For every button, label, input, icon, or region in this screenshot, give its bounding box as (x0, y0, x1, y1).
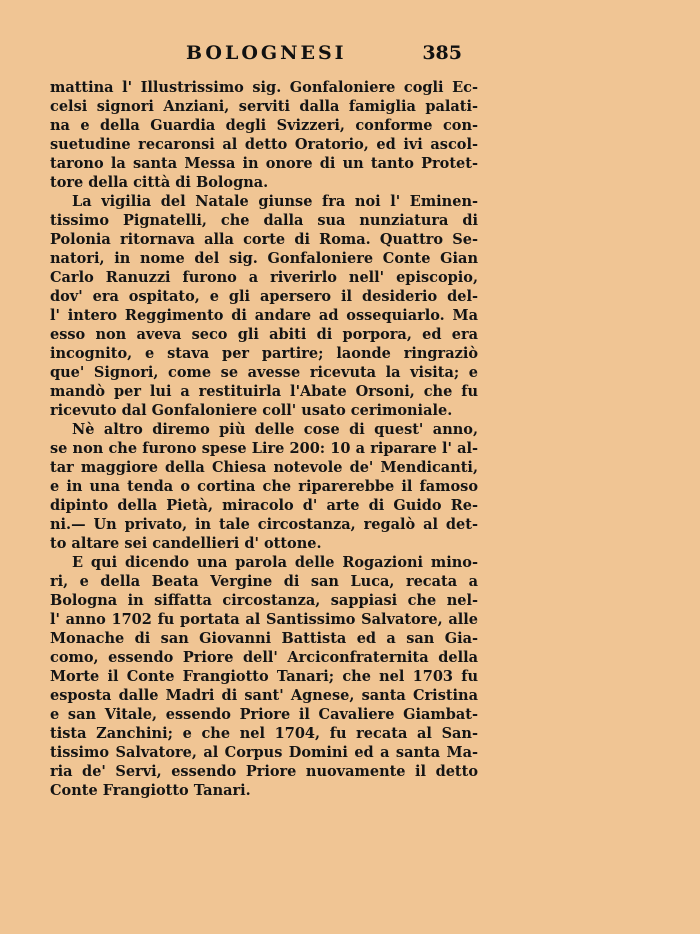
text-line: Monache di san Giovanni Battista ed a san Gia- (50, 630, 478, 647)
text-line: ni.— Un privato, in tale circostanza, regalò al det- (50, 516, 478, 533)
text-line: e san Vitale, essendo Priore il Cavaliere Giambat- (50, 706, 478, 723)
text-line: Bologna in siffatta circostanza, sappiasi che nel- (50, 592, 478, 609)
text-line: incognito, e stava per partire; laonde ringraziò (50, 345, 478, 362)
text-line: Carlo Ranuzzi furono a riverirlo nell' episcopio, (50, 269, 478, 286)
text-line: La vigilia del Natale giunse fra noi l' Eminen- (72, 193, 478, 210)
text-line: l' intero Reggimento di andare ad ossequiarlo. Ma (50, 307, 478, 324)
page-number: 385 (422, 42, 462, 64)
text-line: tissimo Pignatelli, che dalla sua nunziatura di (50, 212, 478, 229)
text-line: E qui dicendo una parola delle Rogazioni mino- (72, 554, 478, 571)
text-line: ria de' Servi, essendo Priore nuovamente il detto (50, 763, 478, 780)
text-line: Conte Frangiotto Tanari. (50, 782, 251, 799)
text-line: e in una tenda o cortina che riparerebbe il famoso (50, 478, 478, 495)
text-line: Polonia ritornava alla corte di Roma. Quattro Se- (50, 231, 478, 248)
text-line: Morte il Conte Frangiotto Tanari; che nel 1703 fu (50, 668, 478, 685)
text-line: Nè altro diremo più delle cose di quest' anno, (72, 421, 478, 438)
running-title: BOLOGNESI (186, 42, 347, 64)
text-line: esso non aveva seco gli abiti di porpora, ed era (50, 326, 478, 343)
text-line: to altare sei candellieri d' ottone. (50, 535, 322, 552)
text-line: natori, in nome del sig. Gonfaloniere Conte Gian (50, 250, 478, 267)
text-line: l' anno 1702 fu portata al Santissimo Salvatore, alle (50, 611, 478, 628)
text-line: celsi signori Anziani, serviti dalla famiglia palati- (50, 98, 478, 115)
text-line: tar maggiore della Chiesa notevole de' Mendicanti, (50, 459, 478, 476)
text-line: mattina l' Illustrissimo sig. Gonfaloniere cogli Ec- (50, 79, 478, 96)
text-line: mandò per lui a restituirla l'Abate Orsoni, che fu (50, 383, 478, 400)
text-line: que' Signori, come se avesse ricevuta la visita; e (50, 364, 478, 381)
text-line: dov' era ospitato, e gli apersero il desiderio del- (50, 288, 478, 305)
text-line: se non che furono spese Lire 200: 10 a riparare l' al- (50, 440, 478, 457)
text-line: esposta dalle Madri di sant' Agnese, santa Cristina (50, 687, 478, 704)
text-line: dipinto della Pietà, miracolo d' arte di Guido Re- (50, 497, 478, 514)
body-text (50, 78, 478, 800)
running-head (50, 42, 462, 68)
text-line: tista Zanchini; e che nel 1704, fu recata al San- (50, 725, 478, 742)
text-line: tissimo Salvatore, al Corpus Domini ed a santa Ma- (50, 744, 478, 761)
text-line: ricevuto dal Gonfaloniere coll' usato cerimoniale. (50, 402, 453, 419)
text-line: tore della città di Bologna. (50, 174, 269, 191)
text-line: tarono la santa Messa in onore di un tanto Protet- (50, 155, 478, 172)
text-line: ri, e della Beata Vergine di san Luca, recata a (50, 573, 478, 590)
text-line: como, essendo Priore dell' Arciconfraternita della (50, 649, 478, 666)
text-line: na e della Guardia degli Svizzeri, conforme con- (50, 117, 478, 134)
text-line: suetudine recaronsi al detto Oratorio, ed ivi ascol- (50, 136, 478, 153)
